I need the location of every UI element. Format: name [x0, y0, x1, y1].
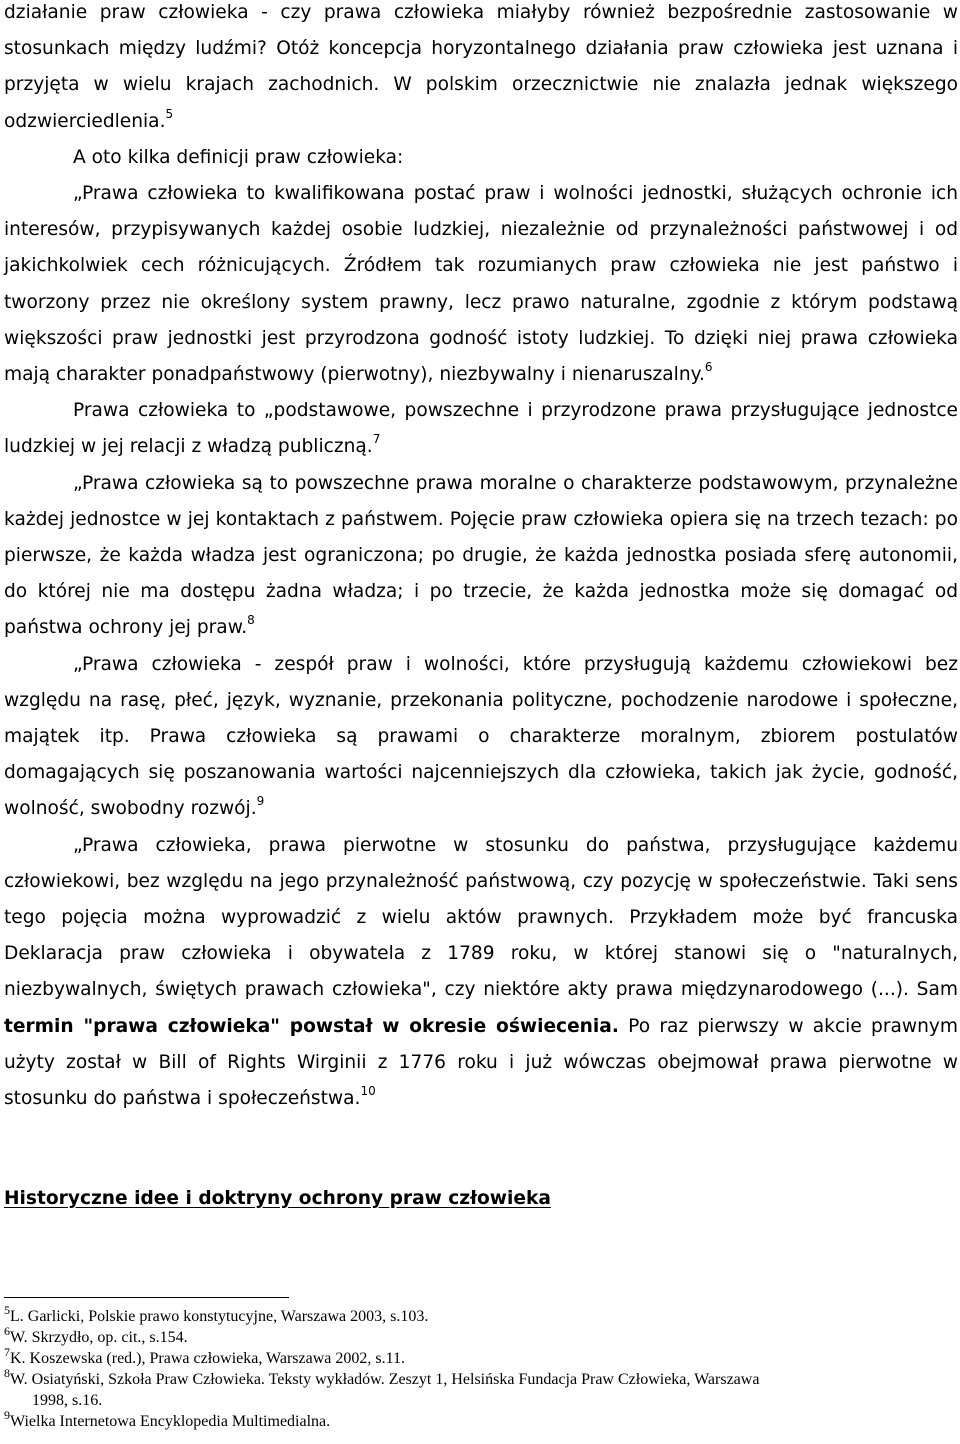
paragraph-text: „Prawa człowieka, prawa pierwotne w stosunku do państwa, przysługujące każdemu człowiekowi, bez względu na jego przynależność państwową, czy pozycję w społeczeństwie. Taki sens tego pojęcia można wyprowadzić z wielu aktów prawnych. Przykładem może być francuska Deklaracja praw człowieka i obywatela z 1789 roku, w której stanowi się o "naturalnych, niezbywalnych, świętych prawach człowieka", czy niektóre akty prawa międzynarodowego (...). Sam — [4, 834, 958, 1001]
paragraph-text: „Prawa człowieka są to powszechne prawa moralne o charakterze podstawowym, przynależne każdej jednostce w jej kontaktach z państwem. Pojęcie praw człowieka opiera się na trzech tezach: po pierwsze, że każda władza jest ograniczona; po drugie, że każda jednostka posiada sferę autonomii, do której nie ma dostępu żadna władza; i po trzecie, że każda jednostka może się domagać od państwa ochrony jej praw. — [4, 472, 958, 639]
paragraph-definition-5 — [4, 828, 958, 1118]
footnote-item — [4, 1303, 958, 1327]
footnote-text: K. Koszewska (red.), Prawa człowieka, Warszawa 2002, s.11. — [10, 1350, 406, 1367]
footnote-number: 9 — [4, 1408, 10, 1422]
footnote-item — [4, 1366, 958, 1411]
paragraph-definitions-intro — [4, 140, 958, 176]
bold-phrase: termin "prawa człowieka" powstał w okresie oświecenia. — [4, 1015, 619, 1037]
paragraph-intro — [4, 0, 958, 140]
paragraph-text: Po raz pierwszy w akcie prawnym użyty został w Bill of Rights Wirginii z 1776 roku i już wówczas obejmował prawa pierwotne w stosunku do państwa i społeczeństwa. — [4, 1015, 958, 1110]
body-text — [4, 0, 958, 1117]
footnote-ref: 8 — [247, 613, 255, 628]
footnote-ref: 10 — [360, 1084, 376, 1099]
paragraph-definition-4 — [4, 647, 958, 828]
paragraph-text: działanie praw człowieka - czy prawa człowieka miałyby również bezpośrednie zastosowanie w stosunkach między ludźmi? Otóż koncepcja horyzontalnego działania praw człowieka jest uznana i przyjęta w wielu krajach zachodnich. W polskim orzecznictwie nie znalazła jednak większego odzwierciedlenia. — [4, 2, 958, 132]
footnote-text: L. Garlicki, Polskie prawo konstytucyjne, Warszawa 2003, s.103. — [10, 1308, 429, 1325]
section-heading: Historyczne idee i doktryny ochrony praw człowieka — [4, 1188, 551, 1209]
footnote-ref: 5 — [165, 106, 174, 121]
footnote-item — [4, 1324, 958, 1348]
paragraph-text: A oto kilka definicji praw człowieka: — [73, 146, 404, 168]
paragraph-definition-1 — [4, 176, 958, 393]
footnote-ref: 6 — [704, 360, 713, 375]
footnote-item — [4, 1345, 958, 1369]
footnote-text: Wielka Internetowa Encyklopedia Multimedialna. — [10, 1413, 331, 1430]
paragraph-text: „Prawa człowieka - zespół praw i wolności, które przysługują każdemu człowiekowi bez względu na rasę, płeć, język, wyznanie, przekonania polityczne, pochodzenie narodowe i społeczne, majątek itp. Prawa człowieka są prawami o charakterze moralnym, zbiorem postulatów domagających się poszanowania wartości najcenniejszych dla człowieka, takich jak życie, godność, wolność, swobodny rozwój. — [4, 653, 958, 820]
paragraph-text: „Prawa człowieka to kwalifikowana postać praw i wolności jednostki, służących ochronie ich interesów, przypisywanych każdej osobie ludzkiej, niezależnie od przynależności państwowej i od jakichkolwiek cech różnicujących. Źródłem tak rozumianych praw człowieka nie jest państwo i tworzony przez nie określony system prawny, lecz prawo naturalne, zgodnie z którym podstawą większości praw jednostki jest przyrodzona godność istoty ludzkiej. To dzięki niej prawa człowieka mają charakter ponadpaństwowy (pierwotny), niezbywalny i nienaruszalny. — [4, 183, 958, 386]
paragraph-definition-2 — [4, 393, 958, 465]
footnote-ref: 9 — [256, 794, 265, 809]
footnote-separator — [4, 1297, 289, 1298]
footnote-item — [4, 1408, 958, 1432]
footnote-text: W. Skrzydło, op. cit., s.154. — [10, 1329, 188, 1346]
paragraph-text: Prawa człowieka to „podstawowe, powszechne i przyrodzone prawa przysługujące jednostce ludzkiej w jej relacji z władzą publiczną. — [4, 400, 958, 458]
footnote-number: 7 — [4, 1345, 10, 1359]
footnote-number: 6 — [4, 1324, 10, 1338]
footnote-number: 5 — [4, 1303, 10, 1317]
footnotes — [4, 1303, 958, 1432]
footnote-text-continued: 1998, s.16. — [32, 1392, 103, 1409]
footnote-text: W. Osiatyński, Szkoła Praw Człowieka. Teksty wykładów. Zeszyt 1, Helsińska Fundacja Praw Człowieka, Warszawa — [10, 1371, 760, 1388]
paragraph-definition-3 — [4, 466, 958, 647]
footnote-ref: 7 — [372, 432, 381, 447]
footnote-number: 8 — [4, 1366, 10, 1380]
